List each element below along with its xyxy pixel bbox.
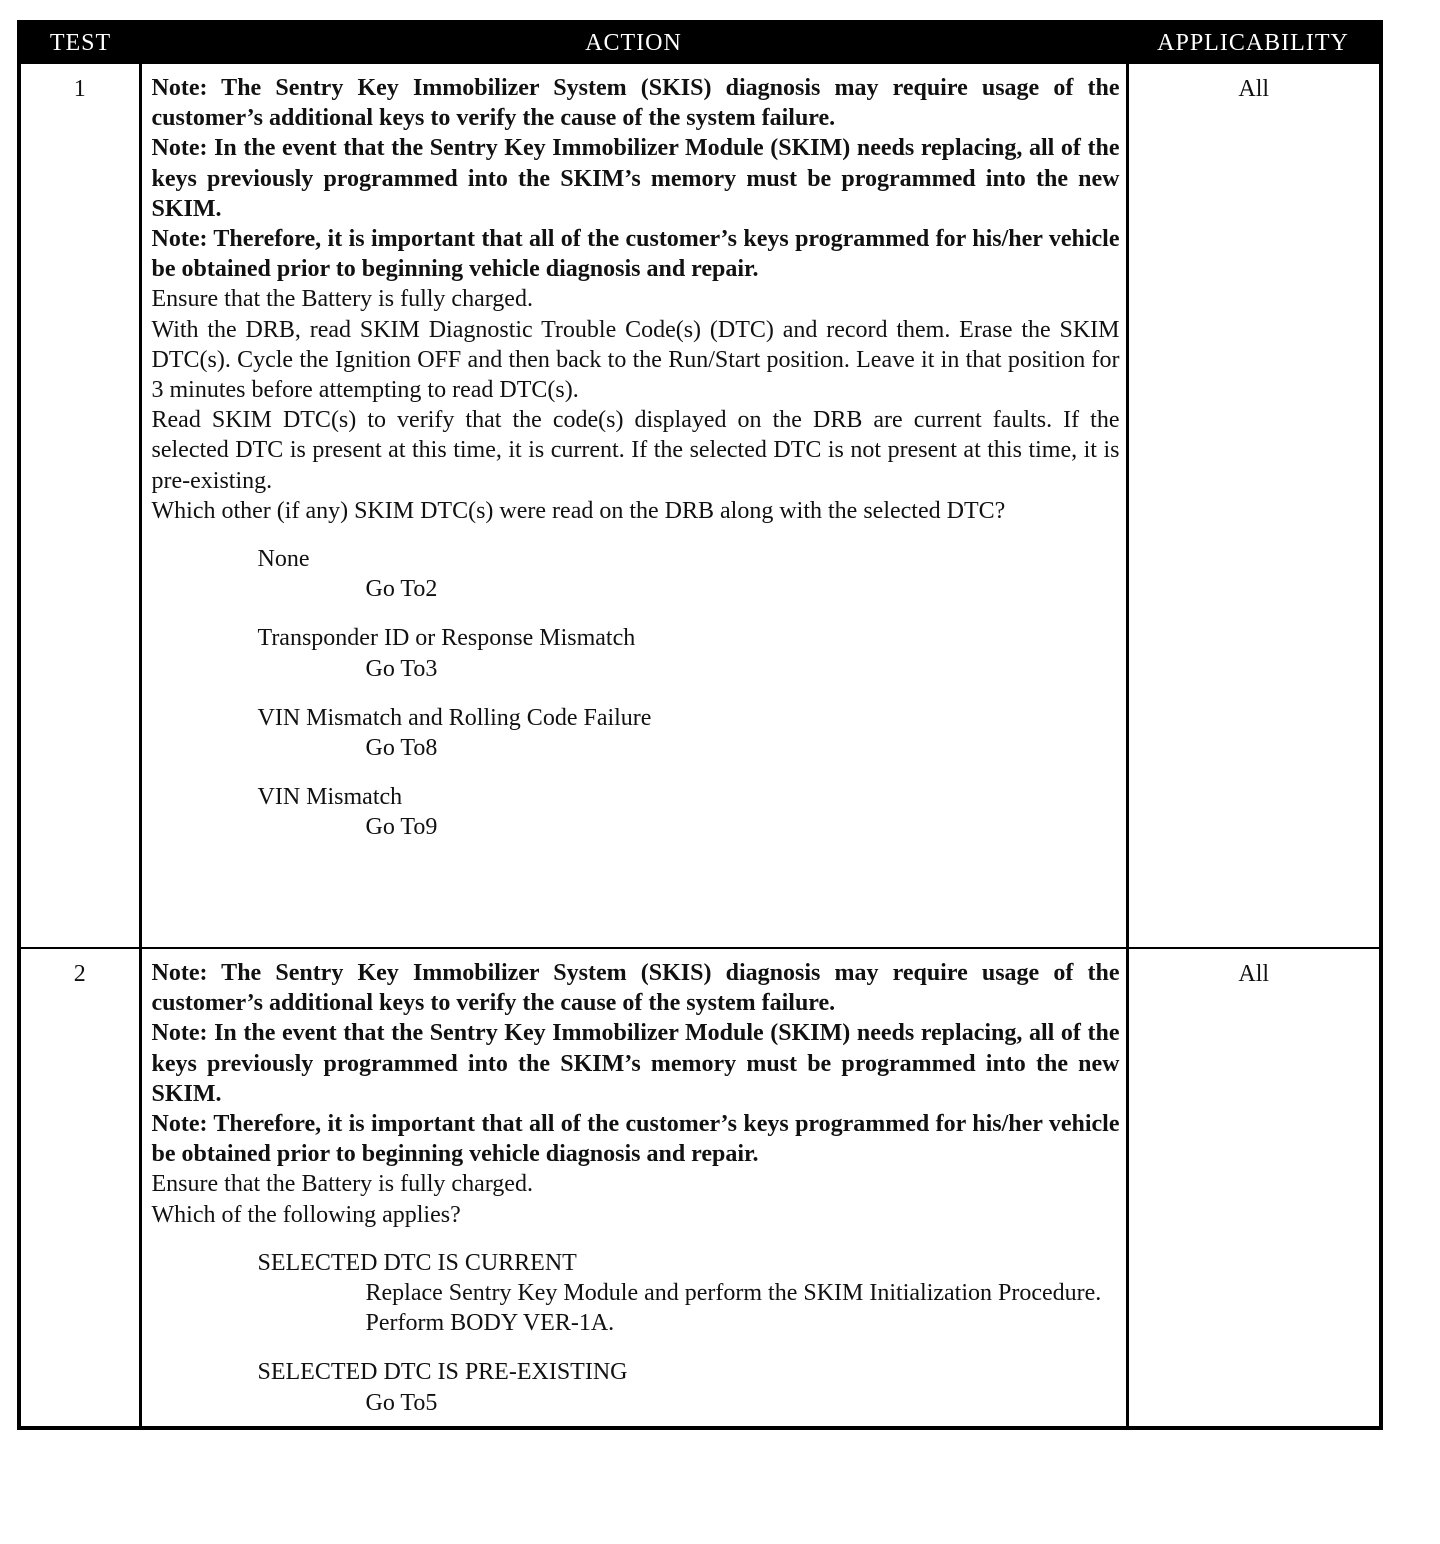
step: Ensure that the Battery is fully charged. — [151, 1171, 533, 1198]
goto-label: Go To — [365, 1389, 426, 1416]
goto-instruction — [366, 654, 1120, 684]
choice-label: VIN Mismatch and Rolling Code Failure — [257, 704, 652, 731]
choice-label: None — [257, 546, 310, 573]
applicability-cell: All — [1127, 63, 1381, 948]
test-number: 1 — [19, 63, 140, 948]
test-number: 2 — [19, 948, 140, 1428]
step: Ensure that the Battery is fully charged. — [151, 286, 533, 313]
note: Note: Therefore, it is important that all of the customer’s keys programmed for his/her vehicle be obtained prior to beginning vehicle diagnosis and repair. — [151, 1111, 1120, 1168]
goto-label: Go To — [365, 576, 426, 603]
note: Note: In the event that the Sentry Key Immobilizer Module (SKIM) needs replacing, all of the keys previously programmed into the SKIM’s memory must be programmed into the new SKIM. — [151, 135, 1120, 222]
result-line: Replace Sentry Key Module and perform the SKIM Initialization Procedure. — [365, 1280, 1102, 1307]
note: Note: In the event that the Sentry Key Immobilizer Module (SKIM) needs replacing, all of the keys previously programmed into the SKIM’s memory must be programmed into the new SKIM. — [151, 1020, 1120, 1107]
goto-instruction — [366, 812, 1120, 842]
diagnostic-table — [17, 20, 1383, 1430]
table-row — [19, 948, 1381, 1428]
applicability-cell: All — [1127, 948, 1381, 1428]
choice-label: VIN Mismatch — [257, 784, 403, 811]
note: Note: The Sentry Key Immobilizer System (SKIS) diagnosis may require usage of the customer’s additional keys to verify the cause of the system failure. — [151, 960, 1120, 1017]
step: With the DRB, read SKIM Diagnostic Trouble Code(s) (DTC) and record them. Erase the SKIM DTC(s). Cycle the Ignition OFF and then back to the Run/Start position. Leave it in that position for 3 minutes before attempting to read DTC(s). — [151, 316, 1120, 404]
choice-label: SELECTED DTC IS PRE-EXISTING — [257, 1359, 628, 1386]
note: Note: The Sentry Key Immobilizer System (SKIS) diagnosis may require usage of the customer’s additional keys to verify the cause of the system failure. — [151, 75, 1120, 132]
goto-instruction — [366, 733, 1120, 763]
header-action: ACTION — [140, 22, 1127, 63]
goto-label: Go To — [365, 814, 426, 841]
choice-label: Transponder ID or Response Mismatch — [257, 625, 636, 652]
action-cell — [140, 948, 1127, 1428]
choice — [258, 544, 1120, 604]
goto-target: 3 — [425, 655, 438, 682]
goto-label: Go To — [365, 655, 426, 682]
choice — [258, 703, 1120, 763]
goto-instruction — [366, 1388, 1120, 1418]
goto-target: 8 — [425, 735, 438, 762]
table-header-row — [19, 22, 1381, 63]
goto-instruction — [366, 574, 1120, 604]
action-cell — [140, 63, 1127, 948]
note: Note: Therefore, it is important that all of the customer’s keys programmed for his/her vehicle be obtained prior to beginning vehicle diagnosis and repair. — [151, 226, 1120, 283]
choice-list — [152, 1248, 1120, 1418]
choice — [258, 623, 1120, 683]
goto-label: Go To — [365, 735, 426, 762]
table-row — [19, 63, 1381, 948]
choice-list — [152, 544, 1120, 843]
goto-target: 2 — [425, 576, 438, 603]
step: Read SKIM DTC(s) to verify that the code(s) displayed on the DRB are current faults. If the selected DTC is present at this time, it is current. If the selected DTC is not present at this time, it is pre-existing. — [151, 407, 1120, 494]
goto-target: 5 — [425, 1389, 438, 1416]
choice-label: SELECTED DTC IS CURRENT — [257, 1249, 577, 1276]
header-test: TEST — [19, 22, 140, 63]
choice — [258, 782, 1120, 842]
choice — [258, 1248, 1120, 1339]
result-line: Perform BODY VER-1A. — [365, 1310, 615, 1337]
header-applicability: APPLICABILITY — [1127, 22, 1381, 63]
goto-target: 9 — [425, 814, 438, 841]
question: Which of the following applies? — [151, 1201, 461, 1228]
question: Which other (if any) SKIM DTC(s) were read on the DRB along with the selected DTC? — [151, 497, 1006, 524]
choice — [258, 1357, 1120, 1417]
